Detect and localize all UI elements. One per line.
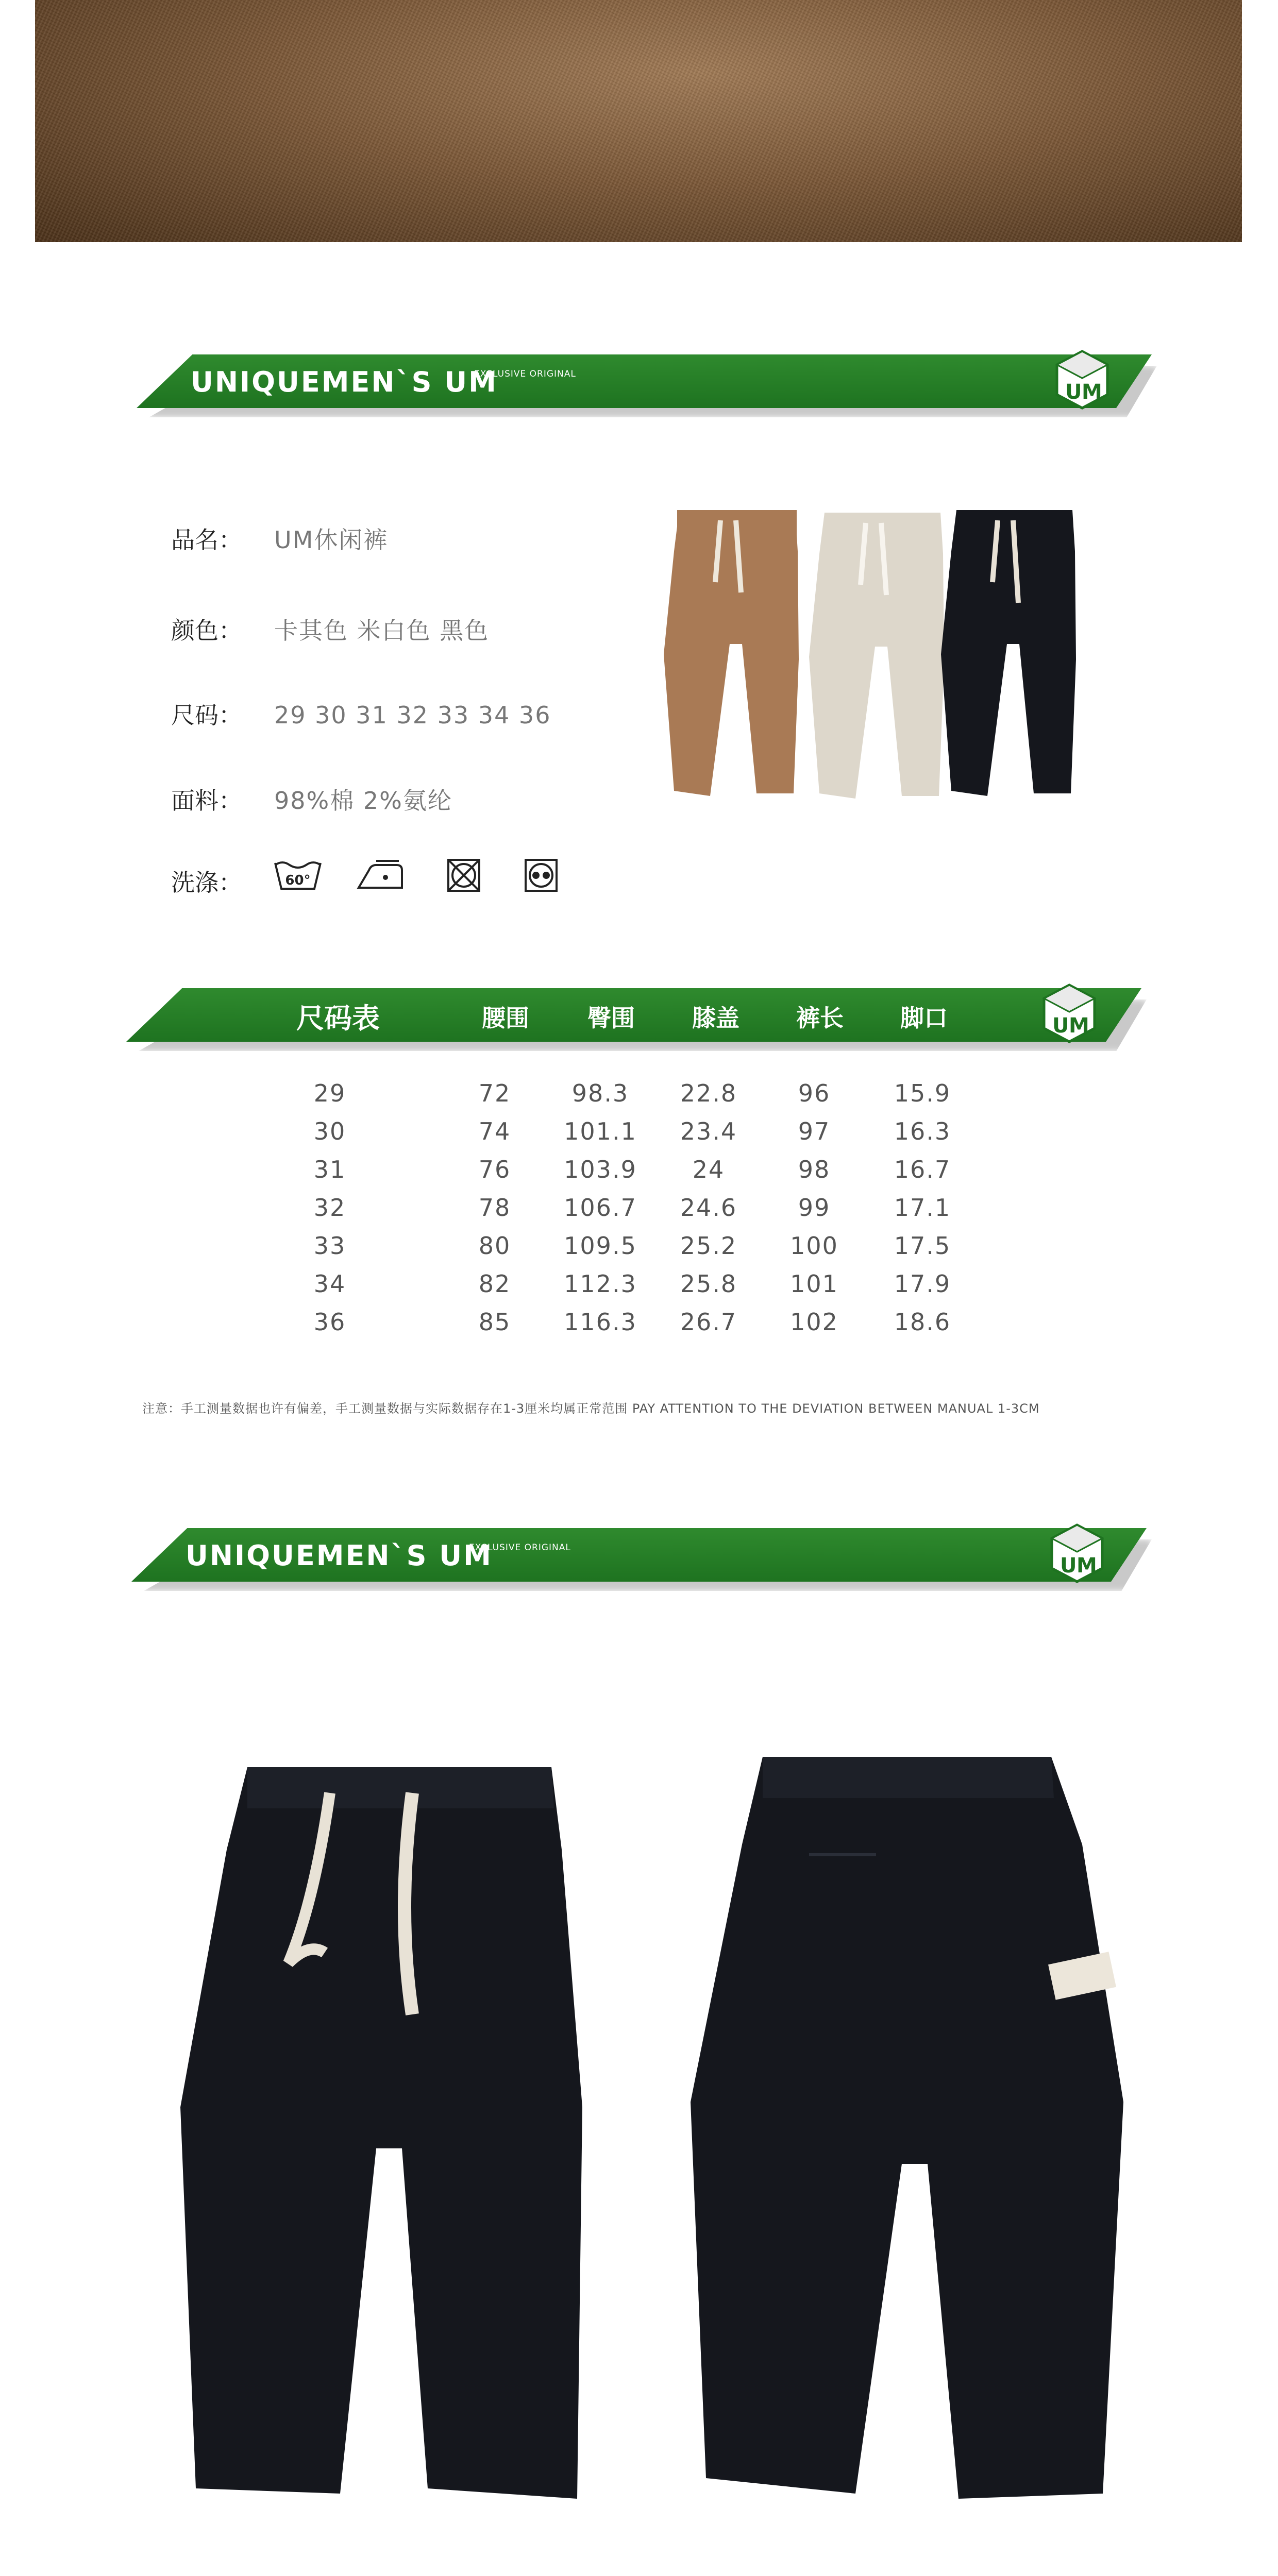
- pants-black-front-image: [170, 1747, 634, 2519]
- measurement-cell: 116.3: [564, 1308, 637, 1336]
- measurement-cell: 24.6: [680, 1194, 737, 1222]
- info-label: 颜色：: [171, 617, 242, 645]
- um-logo-icon: [1041, 983, 1098, 1044]
- size-chart-title: 尺码表: [296, 1002, 380, 1035]
- measurement-cell: 15.9: [894, 1079, 951, 1107]
- header-waist: 腰围: [482, 1004, 529, 1032]
- measurement-cell: 98.3: [571, 1079, 629, 1107]
- measurement-cell: 17.1: [894, 1194, 951, 1222]
- measurement-cell: 101.1: [564, 1117, 637, 1145]
- brand-name: UNIQUEMEN`S UM: [191, 366, 498, 398]
- info-label: 尺码：: [171, 701, 242, 729]
- info-row-name: [171, 521, 388, 555]
- info-row-fabric: [171, 782, 452, 816]
- header-leg-opening: 脚口: [900, 1004, 948, 1032]
- size-cell: 34: [313, 1270, 346, 1298]
- measurement-cell: 24: [692, 1156, 725, 1183]
- size-chart-banner: [126, 988, 1141, 1042]
- brand-name: UNIQUEMEN`S UM: [186, 1539, 493, 1572]
- measurement-cell: 72: [478, 1079, 511, 1107]
- measurement-cell: 80: [478, 1232, 511, 1260]
- um-logo-icon: [1054, 349, 1111, 410]
- info-value: 29 30 31 32 33 34 36: [274, 701, 551, 729]
- measurement-cell: 25.8: [680, 1270, 737, 1298]
- measurement-cell: 78: [478, 1194, 511, 1222]
- measurement-cell: 26.7: [680, 1308, 737, 1336]
- info-value: UM休闲裤: [274, 526, 389, 554]
- svg-text:U: U: [1065, 380, 1082, 404]
- measurement-cell: 25.2: [680, 1232, 737, 1260]
- size-cell: 33: [313, 1232, 346, 1260]
- pants-black-back-image: [680, 1741, 1144, 2514]
- svg-text:M: M: [1069, 1014, 1089, 1038]
- measurement-cell: 109.5: [564, 1232, 637, 1260]
- measurement-cell: 23.4: [680, 1117, 737, 1145]
- size-cell: 36: [313, 1308, 346, 1336]
- no-tumble-dry-icon: [439, 858, 489, 893]
- pants-black-image: [936, 505, 1090, 804]
- dry-clean-icon: [516, 858, 566, 893]
- size-cell: 31: [313, 1156, 346, 1183]
- size-cell: 30: [313, 1117, 346, 1145]
- svg-text:U: U: [1052, 1014, 1069, 1038]
- svg-text:M: M: [1082, 380, 1102, 404]
- measurement-note: 注意：手工测量数据也许有偏差，手工测量数据与实际数据存在1-3厘米均属正常范围 PAY ATTENTION TO THE DEVIATION BETWEEN MANUAL 1-3CM: [142, 1401, 1040, 1416]
- pants-khaki-image: [659, 505, 813, 804]
- measurement-cell: 112.3: [564, 1270, 637, 1298]
- brand-subtitle: EXCLUSIVE ORIGINAL: [469, 1543, 571, 1553]
- wash-temp: 60°: [285, 873, 311, 888]
- measurement-cell: 76: [478, 1156, 511, 1183]
- svg-text:U: U: [1060, 1554, 1077, 1578]
- measurement-cell: 17.9: [894, 1270, 951, 1298]
- measurement-cell: 96: [798, 1079, 831, 1107]
- measurement-cell: 17.5: [894, 1232, 951, 1260]
- info-row-size: [171, 697, 551, 731]
- measurement-cell: 82: [478, 1270, 511, 1298]
- measurement-cell: 102: [790, 1308, 838, 1336]
- measurement-cell: 85: [478, 1308, 511, 1336]
- info-label: 面料：: [171, 787, 242, 815]
- info-value: 卡其色 米白色 黑色: [274, 617, 490, 645]
- info-label: 洗涤：: [171, 869, 242, 896]
- measurement-cell: 74: [478, 1117, 511, 1145]
- wash-60-icon: [273, 858, 323, 893]
- um-logo-icon: [1049, 1523, 1105, 1584]
- info-row-color: [171, 612, 489, 646]
- fabric-texture-image: [35, 0, 1242, 242]
- measurement-cell: 103.9: [564, 1156, 637, 1183]
- measurement-cell: 22.8: [680, 1079, 737, 1107]
- measurement-cell: 16.7: [894, 1156, 951, 1183]
- brand-subtitle: EXCLUSIVE ORIGINAL: [474, 369, 576, 379]
- info-row-wash: [171, 864, 274, 898]
- size-cell: 29: [313, 1079, 346, 1107]
- measurement-cell: 18.6: [894, 1308, 951, 1336]
- measurement-cell: 106.7: [564, 1194, 637, 1222]
- header-hip: 臀围: [587, 1004, 635, 1032]
- measurement-cell: 99: [798, 1194, 831, 1222]
- iron-icon: [356, 858, 405, 893]
- brand-banner-bottom: [131, 1528, 1147, 1582]
- svg-text:M: M: [1077, 1554, 1097, 1578]
- measurement-cell: 101: [790, 1270, 838, 1298]
- header-length: 裤长: [796, 1004, 844, 1032]
- size-cell: 32: [313, 1194, 346, 1222]
- pants-cream-image: [804, 507, 959, 806]
- header-knee: 膝盖: [692, 1004, 739, 1032]
- measurement-cell: 97: [798, 1117, 831, 1145]
- info-label: 品名：: [171, 526, 242, 554]
- measurement-cell: 100: [790, 1232, 838, 1260]
- brand-banner-top: [137, 354, 1152, 408]
- measurement-cell: 16.3: [894, 1117, 951, 1145]
- measurement-cell: 98: [798, 1156, 831, 1183]
- info-value: 98%棉 2%氨纶: [274, 787, 452, 815]
